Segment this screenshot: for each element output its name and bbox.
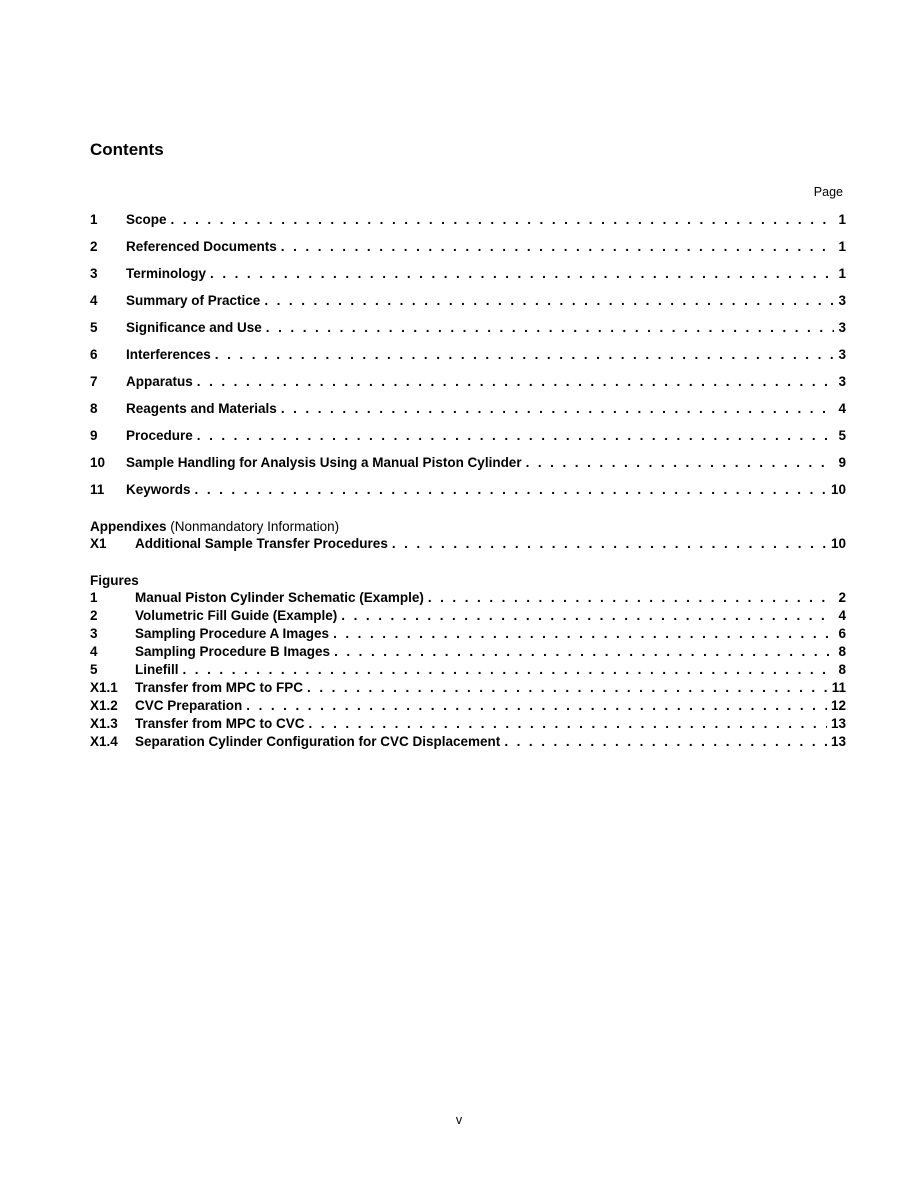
toc-entry-number: 2 bbox=[90, 608, 98, 623]
dot-leader bbox=[307, 680, 828, 695]
toc-entry-title: Manual Piston Cylinder Schematic (Example) bbox=[135, 590, 424, 605]
toc-entry[interactable] bbox=[90, 374, 846, 401]
dot-leader bbox=[341, 608, 834, 623]
toc-entry[interactable] bbox=[90, 401, 846, 428]
toc-entry-title: Summary of Practice bbox=[126, 293, 261, 308]
dot-leader bbox=[504, 734, 827, 749]
toc-entry-page: 10 bbox=[830, 482, 846, 497]
page-title: Contents bbox=[90, 140, 164, 159]
dot-leader bbox=[264, 293, 834, 308]
dot-leader bbox=[215, 347, 835, 362]
toc-entry-number: X1.1 bbox=[90, 680, 118, 695]
toc-entry-title: Reagents and Materials bbox=[126, 401, 277, 416]
toc-entry-title: Transfer from MPC to FPC bbox=[135, 680, 304, 695]
figures-heading-label: Figures bbox=[90, 573, 139, 588]
toc-entry-number: 5 bbox=[90, 662, 98, 677]
toc-entry-page: 9 bbox=[838, 455, 846, 470]
dot-leader bbox=[392, 536, 827, 551]
toc-entry[interactable] bbox=[90, 428, 846, 455]
toc-entry-page: 8 bbox=[838, 662, 846, 677]
toc-entry-page: 3 bbox=[838, 320, 846, 335]
toc-entry-title: Linefill bbox=[135, 662, 179, 677]
toc-entry-title: CVC Preparation bbox=[135, 698, 243, 713]
toc-entry-number: 1 bbox=[90, 590, 98, 605]
toc-entry[interactable] bbox=[90, 716, 846, 734]
appendixes-heading bbox=[90, 518, 846, 536]
toc-entry[interactable] bbox=[90, 320, 846, 347]
toc-entry-page: 4 bbox=[838, 608, 846, 623]
toc-entry-title: Significance and Use bbox=[126, 320, 262, 335]
toc-entry[interactable] bbox=[90, 644, 846, 662]
dot-leader bbox=[197, 428, 835, 443]
toc-entry-page: 2 bbox=[838, 590, 846, 605]
toc-entry[interactable] bbox=[90, 680, 846, 698]
toc-entry-title: Sampling Procedure B Images bbox=[135, 644, 331, 659]
toc-entry-number: 7 bbox=[90, 374, 98, 389]
toc-entry[interactable] bbox=[90, 212, 846, 239]
dot-leader bbox=[428, 590, 835, 605]
toc-entry-number: X1.3 bbox=[90, 716, 118, 731]
toc-entry-page: 6 bbox=[838, 626, 846, 641]
figures-heading bbox=[90, 572, 846, 590]
page-column-header: Page bbox=[813, 185, 843, 199]
dot-leader bbox=[246, 698, 827, 713]
toc-entry-page: 1 bbox=[838, 212, 846, 227]
toc-entry[interactable] bbox=[90, 698, 846, 716]
toc-entry-title: Sample Handling for Analysis Using a Manual Piston Cylinder bbox=[126, 455, 522, 470]
dot-leader bbox=[266, 320, 835, 335]
toc-entry-number: 9 bbox=[90, 428, 98, 443]
dot-leader bbox=[333, 626, 834, 641]
toc-entry-number: X1.2 bbox=[90, 698, 118, 713]
toc-figures bbox=[90, 572, 846, 752]
toc-entry-page: 1 bbox=[838, 239, 846, 254]
toc-entry[interactable] bbox=[90, 482, 846, 509]
toc-entry-title: Procedure bbox=[126, 428, 193, 443]
dot-leader bbox=[210, 266, 834, 281]
toc-entry-number: X1.4 bbox=[90, 734, 118, 749]
dot-leader bbox=[334, 644, 834, 659]
toc-sections bbox=[90, 212, 846, 509]
toc-appendixes bbox=[90, 518, 846, 554]
toc-entry[interactable] bbox=[90, 608, 846, 626]
toc-entry-number: 3 bbox=[90, 626, 98, 641]
dot-leader bbox=[195, 482, 827, 497]
toc-entry-page: 3 bbox=[838, 293, 846, 308]
toc-entry-number: 4 bbox=[90, 293, 98, 308]
toc-entry[interactable] bbox=[90, 455, 846, 482]
toc-entry[interactable] bbox=[90, 734, 846, 752]
toc-entry-page: 5 bbox=[838, 428, 846, 443]
toc-entry-number: X1 bbox=[90, 536, 107, 551]
toc-entry-number: 8 bbox=[90, 401, 98, 416]
toc-entry-page: 1 bbox=[838, 266, 846, 281]
dot-leader bbox=[281, 239, 835, 254]
dot-leader bbox=[281, 401, 835, 416]
toc-entry-page: 3 bbox=[838, 347, 846, 362]
toc-entry-title: Terminology bbox=[126, 266, 207, 281]
toc-entry-page: 13 bbox=[830, 716, 846, 731]
toc-entry[interactable] bbox=[90, 293, 846, 320]
toc-entry-number: 4 bbox=[90, 644, 98, 659]
dot-leader bbox=[183, 662, 835, 677]
toc-entry-number: 11 bbox=[90, 482, 105, 497]
toc-entry-number: 6 bbox=[90, 347, 98, 362]
toc-entry-page: 8 bbox=[838, 644, 846, 659]
toc-entry-title: Scope bbox=[126, 212, 167, 227]
toc-entry-page: 11 bbox=[831, 680, 846, 695]
toc-entry-title: Sampling Procedure A Images bbox=[135, 626, 330, 641]
dot-leader bbox=[197, 374, 835, 389]
toc-entry[interactable] bbox=[90, 266, 846, 293]
toc-entry-title: Transfer from MPC to CVC bbox=[135, 716, 305, 731]
toc-entry[interactable] bbox=[90, 626, 846, 644]
toc-entry-title: Separation Cylinder Configuration for CVC Displacement bbox=[135, 734, 501, 749]
toc-entry-number: 2 bbox=[90, 239, 98, 254]
toc-entry-title: Interferences bbox=[126, 347, 211, 362]
footer-page-number: v bbox=[455, 1113, 463, 1127]
toc-entry-title: Apparatus bbox=[126, 374, 193, 389]
toc-entry-page: 13 bbox=[830, 734, 846, 749]
appendixes-heading-label: Appendixes bbox=[90, 519, 167, 534]
toc-entry[interactable] bbox=[90, 662, 846, 680]
toc-entry-title: Keywords bbox=[126, 482, 191, 497]
toc-entry-page: 10 bbox=[830, 536, 846, 551]
toc-entry-number: 3 bbox=[90, 266, 98, 281]
toc-entry[interactable] bbox=[90, 239, 846, 266]
toc-entry[interactable] bbox=[90, 536, 846, 554]
toc-entry[interactable] bbox=[90, 347, 846, 374]
dot-leader bbox=[526, 455, 835, 470]
toc-entry-number: 10 bbox=[90, 455, 106, 470]
toc-entry-title: Volumetric Fill Guide (Example) bbox=[135, 608, 338, 623]
toc-entry-page: 12 bbox=[830, 698, 846, 713]
toc-entry-title: Additional Sample Transfer Procedures bbox=[135, 536, 388, 551]
dot-leader bbox=[309, 716, 827, 731]
toc-entry-page: 4 bbox=[838, 401, 846, 416]
toc-entry-title: Referenced Documents bbox=[126, 239, 277, 254]
toc-entry-number: 5 bbox=[90, 320, 98, 335]
dot-leader bbox=[171, 212, 835, 227]
toc-entry-number: 1 bbox=[90, 212, 98, 227]
toc-entry-page: 3 bbox=[838, 374, 846, 389]
appendixes-heading-note: (Nonmandatory Information) bbox=[166, 519, 340, 534]
toc-entry[interactable] bbox=[90, 590, 846, 608]
